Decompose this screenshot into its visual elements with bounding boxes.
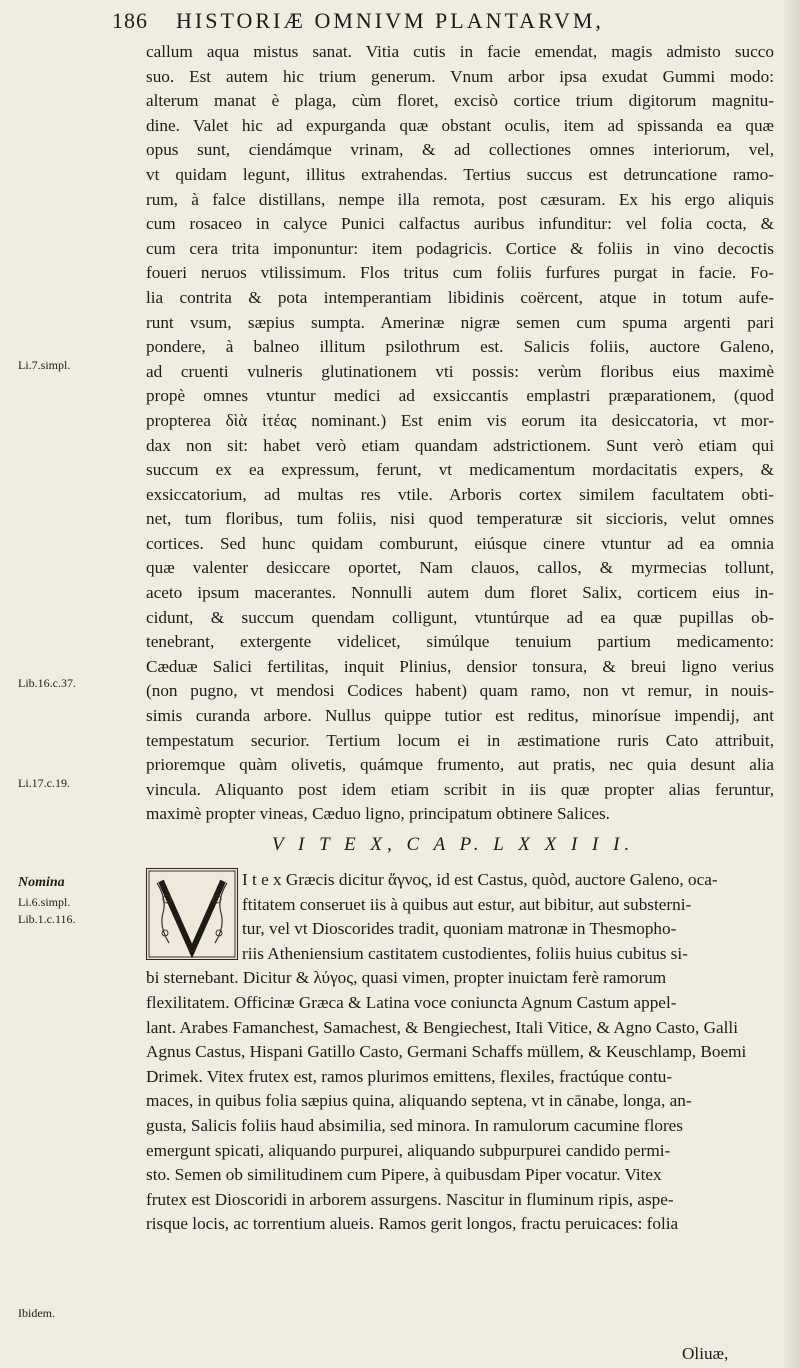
text-line: tur, vel vt Dioscorides tradit, quoniam matronæ in Thesmopho- [242,919,677,939]
text-line: vt quidam legunt, illitus extrahendas. Tertius succus est detruncatione ramo- [146,164,774,184]
text-line: suo. Est autem hic trium generum. Vnum arbor ipsa exudat Gummi modo: [146,66,774,86]
text-line: vincula. Aliquanto post idem etiam scribit in iis quæ propter alias feruntur, [146,779,774,799]
text-line: cidunt, & succum quendam colligunt, vtuntúrque ad ea quæ pupillas ob- [146,607,774,627]
text-line: succum ex ea expressum, ferunt, vt medicamentum mordacitatis expers, & [146,460,774,480]
chapter-heading: V I T E X, C A P. L X X I I I. [272,834,635,855]
text-line: net, tum floribus, tum foliis, nisi quod temperaturæ sit siccioris, velut omnes [146,509,774,529]
text-line: rum, à falce distillans, nempe illa remota, post cæsuram. Ex his ergo aliquis [146,189,774,209]
vitex-text-block [146,868,774,1237]
margin-note-li17: Li.17.c.19. [18,776,70,790]
page-number: 186 [112,8,148,33]
text-line: propterea δὶὰ ἰτέας nominant.) Est enim vis eorum ita desiccatoria, vt mor- [146,410,774,430]
catchword: Oliuæ, [682,1344,729,1363]
text-line: aceto ipsum macerantes. Nonnulli autem dum floret Salix, corticem eius in- [146,583,774,603]
text-line: opus sunt, ciendámque vrinam, & ad collectiones omnes interiorum, vel, [146,140,774,160]
text-line: maces, in quibus folia sæpius quina, aliquando septena, vt in cānabe, longa, an- [146,1091,692,1111]
text-line: prioremque quàm olivetis, quámque frumento, aut pratis, nec quia desunt alia [146,755,774,775]
running-title: HISTORIÆ OMNIVM PLANTARVM, [176,8,604,33]
text-line: pondere, à balneo illitum psilothrum est. Salicis foliis, auctore Galeno, [146,337,774,357]
text-line: risque locis, ac torrentium alueis. Ramos gerit longos, fractu peruicaces: folia [146,1214,679,1234]
text-line: frutex est Dioscoridi in arborem assurgens. Nascitur in fluminum ripis, aspe- [146,1189,674,1209]
margin-note-li7: Li.7.simpl. [18,358,71,372]
text-line: lia contrita & pota intemperantiam libidinis coërcent, atque in totum aufe- [146,287,774,307]
text-line: ad cruenti vulneris glutinationem vti possis: verùm floribus eius maximè [146,361,774,381]
text-line: dax non sit: habet verò etiam quandam adstrictionem. Sunt verò etiam qui [146,435,774,455]
text-line: bi sternebant. Dicitur & λύγος, quasi vimen, propter inuictam ferè ramorum [146,968,667,988]
text-line: quæ valenter desiccare oportet, Nam clauos, callos, & myrmecias tollunt, [146,558,774,578]
text-line: I t e x Græcis dicitur ἄγνος, id est Castus, quòd, auctore Galeno, oca- [242,870,718,889]
text-line: cum cera trita imponuntur: item podagricis. Cortice & foliis in vino decoctis [146,238,774,258]
margin-note-nomina: Nomina [18,875,65,890]
text-line: runt vsum, sæpius sumpta. Amerinæ nigræ semen cum spuma argenti pari [146,312,774,332]
margin-note-li6: Li.6.simpl. [18,895,71,909]
margin-note-lib1: Lib.1.c.116. [18,912,76,926]
text-line: maximè propter vineas, Cæduo ligno, principatum obtinere Salices. [146,804,610,824]
text-line: exsiccatorium, ad multas res vtile. Arboris cortex similem facultatem obti- [146,484,774,504]
text-line: gusta, Salicis foliis haud absimilia, sed minora. In ramulorum cacumine flores [146,1115,683,1135]
text-line: tempestatum securior. Tertium locum ei in æstimatione ruris Cato attribuit, [146,730,774,750]
text-line: foueri neruos vtilissimum. Flos tritus cum foliis furfures purgat in facie. Fo- [146,263,774,283]
text-line: Agnus Castus, Hispani Gatillo Casto, Germani Schaffs müllem, & Keuschlamp, Boemi [146,1042,747,1062]
text-line: Cæduæ Salici fertilitas, inquit Plinius, densior tonsura, & breui ligno verius [146,656,774,676]
margin-note-ibidem: Ibidem. [18,1306,55,1320]
page-edge-shadow [782,0,800,1368]
text-line: cortices. Sed hunc quidam comburunt, eiúsque cinere vtuntur ad ea omnia [146,533,774,553]
text-line: emergunt spicati, aliquando purpurei, aliquando subpurpurei candido permi- [146,1140,671,1160]
text-line: lant. Arabes Famanchest, Samachest, & Bengiechest, Itali Vitice, & Agno Casto, Galli [146,1017,738,1037]
text-line: propè omnes vtuntur medici ad exsiccantis emplastri præparationem, (quod [146,386,774,406]
text-line: sto. Semen ob similitudinem cum Pipere, à quibusdam Piper vocatur. Vitex [146,1165,662,1185]
text-line: dine. Valet hic ad expurganda quæ obstant oculis, item ad spissanda ea quæ [146,115,774,135]
text-line: ftitatem conseruet iis à quibus aut estur, aut bibitur, aut substerni- [242,894,692,914]
text-line: simis curanda arbore. Nullus quippe tutior est reditus, minorísue impendij, ant [146,706,774,726]
text-line: cum rosaceo in calyce Punici calfactus auribus infunditur: vel folia cocta, & [146,214,774,234]
text-line: tenebrant, extergente videlicet, simúlque tenuium partium medicamento: [146,632,774,652]
text-line: Drimek. Vitex frutex est, ramos plurimos emittens, flexiles, fractúque contu- [146,1066,673,1086]
salix-text-block [146,40,774,827]
text-line: callum aqua mistus sanat. Vitia cutis in facie emendat, magis admisto succo [146,42,774,61]
text-line: (non pugno, vt mendosi Codices habent) quam ramo, non vt remur, in nouis- [146,681,774,701]
margin-note-lib16: Lib.16.c.37. [18,676,76,690]
text-line: riis Atheniensium castitatem custodientes, foliis huius cubitus si- [242,943,688,963]
text-line: alterum manat è plaga, cùm floret, excisò cortice trium digitorum magnitu- [146,91,774,111]
text-line: flexilitatem. Officinæ Græca & Latina voce coniuncta Agnum Castum appel- [146,992,677,1012]
